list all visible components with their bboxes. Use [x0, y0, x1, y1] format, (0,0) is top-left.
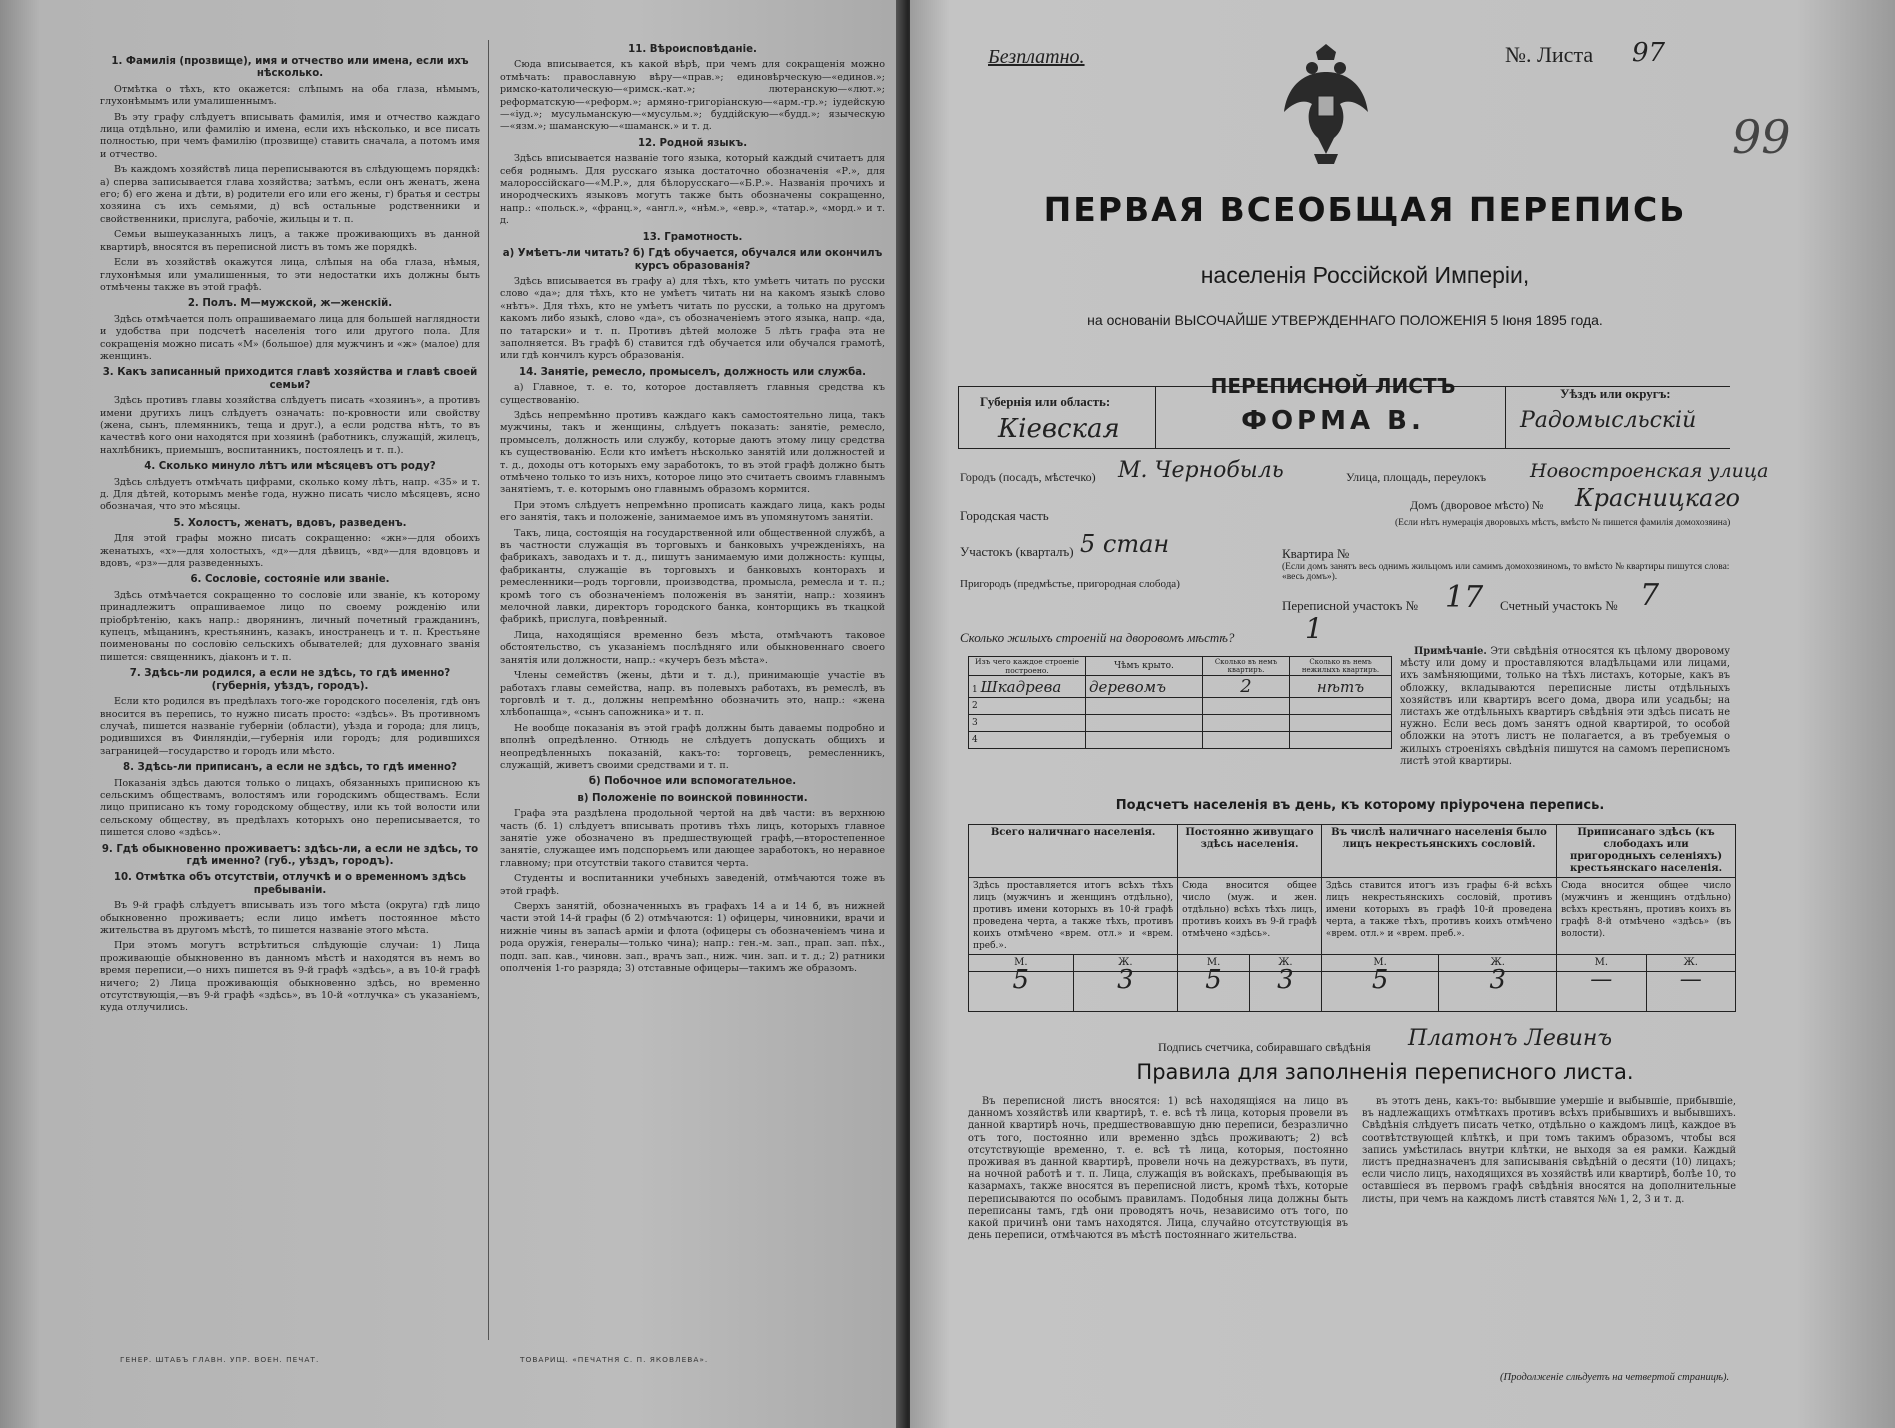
row-number: 3 — [969, 715, 1086, 732]
instruction-paragraph: Если въ хозяйствѣ окажутся лица, слѣпыя на оба глаза, нѣмыя, глухонѣмыя или умалишенныя, то эти недостатки ихъ должны быть отмѣчены также въ этой графѣ. — [100, 257, 480, 293]
instruction-paragraph: Здѣсь отмѣчается сокращенно то сословіе или званіе, къ которому принадлежитъ опрашиваемое лицо по своему рожденію или пріобрѣтенію, какъ напр.: дворянинъ, личный почетный гражданинъ, купецъ, мѣщанинъ, крестьянинъ, казакъ, иностранецъ и т. п. Крестьяне поименованы по сословію сельскихъ обывателей; для духовнаго званія пишется: священникъ, діаконъ и т. п. — [100, 589, 480, 663]
uezd-label: Уѣздъ или округъ: — [1560, 386, 1671, 401]
pop-peasant-male: — — [1557, 972, 1646, 1012]
pop-resident-male: 5 — [1178, 972, 1250, 1012]
header-box-divider-1 — [1155, 386, 1156, 448]
instruction-heading: 5. Холостъ, женатъ, вдовъ, разведенъ. — [173, 517, 407, 529]
buildings-table — [968, 656, 1392, 749]
instruction-heading: 6. Сословіе, состояніе или званіе. — [190, 574, 390, 586]
instruction-heading: 4. Сколько минуло лѣтъ или мѣсяцевъ отъ роду? — [144, 461, 436, 473]
rules-text-1: Въ переписной листъ вносятся: 1) всѣ находящіяся на лицо въ данномъ хозяйствѣ или квартирѣ, т. е. всѣ тѣ лица, которыя провели въ данной квартирѣ ночь, предшествовавшую дню переписи, безразлично отъ того, постоянно или временно здѣсь проживаютъ; 2) всѣ отсутствующіе временно, т. е. всѣ тѣ лица, которыя, постоянно проживая въ данной квартирѣ, провели ночь на дежурствахъ, въ пути, на ночной работѣ и т. п. Лица, служащія въ войскахъ, пребывающія въ казармахъ, также вносятся въ переписной листъ, кромѣ тѣхъ, которые переписываются по особымъ правиламъ. Подобныя лица должны быть переписаны тамъ, гдѣ они проводятъ ночь, независимо отъ того, по какой причинѣ они тамъ находятся. Лица, случайно отсутствующія въ день переписи, отмѣчаются въ мѣстѣ постояннаго жительства. — [968, 1096, 1348, 1242]
instruction-paragraph: Графа эта раздѣлена продольной чертой на двѣ части: въ верхнюю часть (б. 1) слѣдуетъ вписывать противъ тѣхъ лицъ, которыхъ главное занятіе уже обозначено въ предшествующей графѣ,—второстепенное занятіе, служащее имъ подспорьемъ или дающее заработокъ, но неравное главному; при отсутствіи такого ставится черта. — [500, 808, 885, 869]
female-label: Ж. — [1073, 955, 1178, 972]
bld-material-value: Шкадрева — [980, 677, 1062, 696]
form-title: ПЕРЕПИСНОЙ ЛИСТЪ — [1210, 374, 1456, 398]
signature-label: Подпись счетчика, собиравшаго свѣдѣнія — [1158, 1040, 1371, 1054]
pop-header-present: Всего наличнаго населенія. — [969, 825, 1178, 878]
instructions-column-2 — [500, 40, 885, 1340]
instruction-paragraph: Здѣсь отмѣчается полъ опрашиваемаго лица для большей наглядности и удобства при подсчетѣ населенія того или другого пола. Для сокращенія можно писать «М» (большое) для мужчинъ и «ж» (малое) для женщинъ. — [100, 313, 480, 362]
instruction-heading: 12. Родной языкъ. — [637, 137, 748, 149]
bld-roof-value: деревомъ — [1086, 676, 1203, 698]
house-note: (Если нѣтъ нумерація дворовыхъ мѣстъ, вмѣсто № пишется фамилія домохозяина) — [1395, 518, 1731, 528]
sheet-number-label: №. Листа — [1505, 42, 1594, 67]
header-box-left — [958, 386, 959, 448]
instruction-paragraph: Сверхъ занятій, обозначенныхъ въ графахъ 14 а и 14 б, въ нижней части этой 14-й графы (б 2) отмѣчаются: 1) офицеры, чиновники, врачи и нижніе чины въ запасѣ арміи и флота (офицеры съ обозначеніемъ чина и рода оружія, генералы—только чина); напр.: ген.-м. зап., прап. зап. пѣх., подп. зап. кав., чиновн. зап., врачъ зап., ниж. чин. зап. и т. д.; 2) ратники ополченія 1-го разряда; 3) отставные офицеры—такимъ же образомъ. — [500, 901, 885, 975]
instruction-heading: 7. Здѣсь-ли родился, а если не здѣсь, то гдѣ именно? (губернія, уѣздъ, городъ). — [129, 668, 451, 692]
instruction-heading: 1. Фамилія (прозвище), имя и отчество или имена, если ихъ нѣсколько. — [111, 56, 469, 80]
instruction-paragraph: Въ эту графу слѣдуетъ вписывать фамилія, имя и отчество каждаго лица отдѣльно, или фамилію и имена, если ихъ нѣсколько, и все писать полностью, при чемъ фамилію (прозвище) ставить сначала, а потомъ имя и отчество. — [100, 111, 480, 160]
instruction-heading: 10. Отмѣтка объ отсутствіи, отлучкѣ и о временномъ здѣсь пребываніи. — [113, 872, 467, 896]
instruction-paragraph: Здѣсь вписывается названіе того языка, который каждый считаетъ для себя роднымъ. Для русскаго языка достаточно обозначенія «Р.», для малороссійскаго—«М.Р.», для бѣлорусскаго—«Б.Р.». Названія прочихъ и инородческихъ языковъ могутъ также быть обозначены сокращенно, напр.: «польск.», «франц.», «англ.», «нѣм.», «евр.», «татар.», «морд.» и т. д. — [500, 153, 885, 227]
male-label: М. — [1321, 955, 1439, 972]
street-label: Улица, площадь, переулокъ — [1346, 470, 1487, 484]
female-label: Ж. — [1646, 955, 1736, 972]
rules-title: Правила для заполненія переписного листа. — [1136, 1060, 1634, 1084]
population-table — [968, 824, 1736, 1012]
pop-peasant-female: — — [1646, 972, 1736, 1012]
male-label: М. — [969, 955, 1074, 972]
bld-header-apartments: Сколько въ немъ квартиръ. — [1203, 657, 1290, 676]
instruction-paragraph: При этомъ слѣдуетъ непремѣнно прописать каждаго лица, какъ роды его занятія, такъ и положеніе, занимаемое имъ въ упомянутомъ занятіи. — [500, 499, 885, 524]
double-headed-eagle-emblem — [1278, 42, 1374, 166]
document-title: ПЕРВАЯ ВСЕОБЩАЯ ПЕРЕПИСЬ — [1043, 190, 1687, 229]
apartment-note: (Если домъ занятъ весь однимъ жильцомъ или самимъ домохозяиномъ, то вмѣсто № квартиры пишутся слова: «весь домъ»). — [1282, 562, 1730, 582]
gubernia-label: Губернія или область: — [980, 394, 1111, 409]
instruction-paragraph: Здѣсь противъ главы хозяйства слѣдуетъ писать «хозяинъ», а противъ имени другихъ лицъ слѣдуетъ означать: по-кровности или свойству (жена, сынъ, племянникъ, теща и друг.), а если родства нѣтъ, то въ качествѣ кого они находятся при хозяинѣ (работникъ, служащій, жилецъ, нахлѣбникъ, приемышъ, воспитанникъ, постоялецъ и т. п.). — [100, 395, 480, 456]
counting-section-value: 7 — [1640, 578, 1660, 613]
pop-desc-non-peasant: Здѣсь ставится итогъ изъ графы 6-й всѣхъ лицъ некрестьянскихъ сословій, противъ имени которыхъ въ графѣ 10-й проведена черта, а также тѣхъ, противъ коихъ отмѣчено «врем. отл.» и «врем. преб.». — [1321, 878, 1556, 955]
legal-basis: на основаніи ВЫСОЧАЙШЕ УТВЕРЖДЕННАГО ПОЛОЖЕНІЯ 5 Іюня 1895 года. — [1087, 312, 1603, 328]
printer-footer-right: ТОВАРИЩ. «ПЕЧАТНЯ С. П. ЯКОВЛЕВА». — [520, 1355, 709, 1364]
document-subtitle: населенія Россійской Имперіи, — [1200, 262, 1530, 288]
bld-header-roof: Чѣмъ крыто. — [1086, 657, 1203, 676]
census-section-value: 17 — [1445, 580, 1484, 615]
printer-footer-left: ГЕНЕР. ШТАБЪ ГЛАВН. УПР. ВОЕН. ПЕЧАТ. — [120, 1355, 320, 1364]
table-row — [969, 698, 1392, 715]
table-row — [969, 676, 1392, 698]
empty-cell — [1086, 732, 1203, 749]
form-subtitle: ФОРМА В. — [1241, 406, 1425, 436]
empty-cell — [1086, 698, 1203, 715]
sheet-number-value: 97 — [1632, 38, 1666, 68]
table-row — [969, 732, 1392, 749]
free-label: Безплатно. — [988, 46, 1085, 68]
instruction-paragraph: Показанія здѣсь даются только о лицахъ, обязанныхъ приписною къ сельскимъ обществамъ, волостямъ или городскимъ обществамъ. Если лицо приписано къ тому городскому обществу, или къ той волости или сельскому обществу, въ предѣлахъ которыхъ оно переписывается, то пишется слово «здѣсь». — [100, 777, 480, 839]
instruction-paragraph: Студенты и воспитанники учебныхъ заведеній, отмѣчаются тоже въ этой графѣ. — [500, 873, 885, 897]
instruction-paragraph: Семьи вышеуказанныхъ лицъ, а также проживающихъ въ данной квартирѣ, вносятся въ переписной листъ въ томъ же порядкѣ. — [100, 229, 480, 253]
instructions-column-1 — [100, 52, 480, 1342]
instruction-paragraph: Отмѣтка о тѣхъ, кто окажется: слѣпымъ на оба глаза, нѣмымъ, глухонѣмымъ или умалишеннымъ. — [100, 83, 480, 108]
instruction-paragraph: Здѣсь вписывается въ графу а) для тѣхъ, кто умѣетъ читать по русски слово «да»; для тѣхъ, кто не умѣетъ читать ни на какомъ языкѣ слово «нѣтъ». Для тѣхъ, кто не умѣетъ читать по русски, а только на другомъ какомъ либо языкѣ, слово «да», съ обозначеніемъ этого языка, напр. «да, по татарски» и т. п. Противъ дѣтей моложе 5 лѣтъ графа эта не заполняется. Въ графѣ б) ставится гдѣ обучается или обучался грамотѣ, или гдѣ кончилъ курсъ образованія. — [500, 275, 885, 362]
pop-present-female: 3 — [1073, 972, 1178, 1012]
row-number: 4 — [969, 732, 1086, 749]
bld-vacant-value: нѣтъ — [1290, 676, 1392, 698]
empty-cell — [1203, 715, 1290, 732]
section-label: Участокъ (кварталъ) — [960, 544, 1074, 559]
female-label: Ж. — [1439, 955, 1557, 972]
section-value: 5 стан — [1080, 530, 1170, 558]
pop-desc-resident: Сюда вносится общее число (муж. и жен. отдѣльно) всѣхъ тѣхъ лицъ, противъ коихъ въ 9-й графѣ отмѣчено «здѣсь». — [1178, 878, 1322, 955]
empty-cell — [1290, 732, 1392, 749]
bld-header-vacant: Сколько въ немъ нежилыхъ квартиръ. — [1290, 657, 1392, 676]
uezd-value: Радомысльскій — [1520, 408, 1697, 433]
row-number: 1 — [972, 684, 978, 695]
instruction-heading: в) Положеніе по воинской повинности. — [577, 792, 808, 804]
pop-present-male: 5 — [969, 972, 1074, 1012]
gubernia-value: Кіевская — [998, 414, 1120, 444]
pop-resident-female: 3 — [1249, 972, 1321, 1012]
female-label: Ж. — [1249, 955, 1321, 972]
empty-cell — [1290, 715, 1392, 732]
instruction-paragraph: Члены семействъ (жены, дѣти и т. д.), принимающіе участіе въ работахъ главы семейства, напр. въ полевыхъ работахъ, въ ремеслѣ, въ торговлѣ и т. д., должны непремѣнно обозначить это, напр.: «жена хлѣбопашца», «сынъ сапожника» и т. п. — [500, 670, 885, 719]
counting-section-label: Счетный участокъ № — [1500, 598, 1618, 613]
left-page — [0, 0, 905, 1428]
instruction-paragraph: Такъ, лица, состоящія на государственной или общественной службѣ, а въ частности служащія въ торговыхъ и банковыхъ учрежденіяхъ, на фабрикахъ, заводахъ и т. д., пишутъ занимаемую ими должность: купцы, фабриканты, служащіе въ торговыхъ и банковыхъ конторахъ и ремесленники—родъ торговли, производства, промысла, ремесла и т. п.; кромѣ того съ обозначеніемъ положенія въ занятіи, напр.: хозяинъ мелочной лавки, директоръ городского банка, конторщикъ въ ткацкой фабрикѣ, прислуга, повѣренный. — [500, 527, 885, 626]
pop-nonpeasant-female: 3 — [1439, 972, 1557, 1012]
city-part-label: Городская часть — [960, 508, 1049, 523]
buildings-note — [1400, 646, 1730, 768]
instruction-heading: 2. Полъ. М—мужской, ж—женскій. — [187, 298, 393, 310]
instruction-paragraph: Если кто родился въ предѣлахъ того-же городского поселенія, гдѣ онъ вносится въ перепись, то нужно писать просто: «здѣсь». Въ противномъ случаѣ, пишется названіе губерніи (области), уѣзда и города; для лицъ, родившихся въ Финляндіи,—губернія или городъ; для родившихся заграницей—государство и городъ или мѣсто. — [100, 696, 480, 757]
instruction-heading: 13. Грамотность. — [642, 231, 743, 243]
note-title: Примѣчаніе. — [1414, 646, 1487, 657]
instruction-paragraph: Здѣсь слѣдуетъ отмѣчать цифрами, сколько кому лѣтъ, напр. «35» и т. д. Для дѣтей, которымъ менѣе года, нужно писать число мѣсяцевъ, ясно обозначая, что это мѣсяцы. — [100, 476, 480, 513]
pop-desc-present: Здѣсь проставляется итогъ всѣхъ тѣхъ лицъ (мужчинъ и женщинъ отдѣльно), противъ имени которыхъ въ 10-й графѣ проведена черта, а также тѣхъ, противъ коихъ отмѣчено «врем. отл.» и «врем. преб.». — [969, 878, 1178, 955]
city-label: Городъ (посадъ, мѣстечко) — [960, 470, 1096, 484]
street-value: Новостроенская улица — [1530, 460, 1769, 482]
instruction-paragraph: а) Главное, т. е. то, которое доставляетъ главныя средства къ существованію. — [500, 382, 885, 406]
instruction-heading: 3. Какъ записанный приходится главѣ хозяйства и главѣ своей семьи? — [102, 367, 478, 391]
pop-header-non-peasant: Въ числѣ наличнаго населенія было лицъ некрестьянскихъ сословій. — [1321, 825, 1556, 878]
instruction-paragraph: При этомъ могутъ встрѣтиться слѣдующіе случаи: 1) Лица проживающіе обыкновенно въ данномъ мѣстѣ и находятся въ немъ во время переписи,—о нихъ пишется въ 9-й графѣ «здѣсь», а въ 10-й графѣ ничего; 2) Лица проживающія обыкновенно здѣсь, но временно отсутствующія,—въ 9-й графѣ «здѣсь», въ 10-й «отлучка» съ указаніемъ, куда отлучились. — [100, 940, 480, 1014]
census-section-label: Переписной участокъ № — [1282, 598, 1419, 613]
bld-cell-material — [969, 676, 1086, 698]
instruction-heading: 11. Вѣроисповѣданіе. — [628, 44, 757, 55]
rules-text-2: въ этотъ день, какъ-то: выбывшие умершіе и выбывшіе, прибывшіе, въ надлежащихъ отмѣткахъ противъ всѣхъ прибывшихъ и выбывшихъ. Свѣдѣнія слѣдуетъ писать четко, отдѣльно о каждомъ лицѣ, каждое въ соотвѣтствующей клѣткѣ, и при томъ такимъ образомъ, чтобы вся запись умѣстилась внутри клѣтки, не выходя за ея рамки. Каждый листъ предназначенъ для записыванія свѣдѣній о десяти (10) лицахъ; если число лицъ, находящихся въ хозяйствѣ или квартирѣ, болѣе 10, то оставшіеся въ первомъ графѣ свѣдѣнія вносятся на дополнительные листы, при чемъ на каждомъ листѣ ставятся №№ 1, 2, 3 и т. д. — [1362, 1096, 1736, 1205]
instruction-paragraph: Въ 9-й графѣ слѣдуетъ вписывать изъ того мѣста (округа) гдѣ лицо обыкновенно проживаетъ; если лицо имѣетъ постоянное мѣсто жительства въ другомъ мѣстѣ, то пишется названіе этого мѣста. — [100, 900, 480, 936]
empty-cell — [1203, 698, 1290, 715]
apartment-label: Квартира № — [1282, 546, 1350, 561]
column-divider — [488, 40, 489, 1340]
instruction-paragraph: Для этой графы можно писать сокращенно: «жн»—для обоихъ женатыхъ, «х»—для холостыхъ, «д»—для дѣвицъ, «вд»—для вдовцовъ и вдовъ, «рз»—для разведенныхъ. — [100, 533, 480, 570]
male-label: М. — [1557, 955, 1646, 972]
header-box-divider-2 — [1505, 386, 1506, 448]
instruction-heading: а) Умѣетъ-ли читать? б) Гдѣ обучается, обучался или окончилъ курсъ образованія? — [502, 248, 883, 272]
male-label: М. — [1178, 955, 1250, 972]
instruction-paragraph: Лица, находящіяся временно безъ мѣста, отмѣчаютъ таковое обстоятельство, съ указаніемъ послѣдняго или обыкновеннаго своего занятія или должности, напр.: «кучеръ безъ мѣста». — [500, 629, 885, 666]
rules-column-1 — [968, 1096, 1348, 1386]
city-value: М. Чернобыль — [1118, 458, 1284, 483]
instruction-heading: 8. Здѣсь-ли приписанъ, а если не здѣсь, то гдѣ именно? — [123, 762, 457, 774]
buildings-count-value: 1 — [1305, 612, 1323, 645]
instruction-heading: б) Побочное или вспомогательное. — [588, 776, 797, 788]
instruction-paragraph: Въ каждомъ хозяйствѣ лица переписываются въ слѣдующемъ порядкѣ: а) сперва записывается глава хозяйства; затѣмъ, если онъ женатъ, жена его; б) его жена и дѣти, в) родители его или его жены, г) братья и сестры хозяина съ ихъ семьями, д) всѣ остальные родственники и свойственники, прислуга, рабочіе, жильцы и т. п. — [100, 164, 480, 225]
note-text: Эти свѣдѣнія относятся къ цѣлому дворовому мѣсту или дому и проставляются владѣльцами или лицами, ихъ замѣняющими, только на тѣхъ листахъ, которые, какъ въ обложку, вкладываются переписные листы отдѣльныхъ хозяйствъ или квартиръ всего дома, двора или усадьбы; на листахъ же отдѣльныхъ квартиръ свѣдѣнія эти здѣсь писать не нужно. Если весь домъ занятъ одной квартирой, то особой обложки на этотъ листъ не полагается, а въ требуемыя о жилыхъ строеніяхъ свѣдѣнія пишутся на самомъ переписномъ листѣ этой квартиры. — [1400, 646, 1730, 767]
instruction-heading: 9. Гдѣ обыкновенно проживаетъ: здѣсь-ли, а если не здѣсь, то гдѣ именно? (губ., уѣздъ, городъ). — [101, 843, 479, 867]
empty-cell — [1290, 698, 1392, 715]
instruction-paragraph: Не вообще показанія въ этой графѣ должны быть даваемы подробно и вполнѣ опредѣленно. Отнюдь не слѣдуетъ допускать общихъ и неопредѣленныхъ показаній, какъ-то: торговецъ, ремесленникъ, служащій, живетъ своими средствами и т. п. — [500, 722, 885, 771]
house-label: Домъ (дворовое мѣсто) № — [1410, 498, 1544, 512]
empty-cell — [1086, 715, 1203, 732]
instruction-heading: 14. Занятіе, ремесло, промыселъ, должность или служба. — [519, 366, 866, 378]
pop-header-peasant: Приписанаго здѣсь (къ слободахъ или пригородныхъ селеніяхъ) крестьянскаго населенія. — [1557, 825, 1736, 878]
pop-nonpeasant-male: 5 — [1321, 972, 1439, 1012]
house-value: Красницкаго — [1575, 484, 1740, 512]
pop-header-resident: Постоянно живущаго здѣсь населенія. — [1178, 825, 1322, 878]
pencil-page-number: 99 — [1732, 110, 1791, 164]
pop-desc-peasant: Сюда вносится общее число (мужчинъ и женщинъ отдѣльно) всѣхъ крестьянъ, противъ коихъ въ графѣ 8-й отмѣчено «здѣсь» (въ волости). — [1557, 878, 1736, 955]
header-box-bottom — [958, 448, 1730, 449]
buildings-count-label: Сколько жилыхъ строеній на дворовомъ мѣстѣ? — [960, 630, 1235, 645]
suburb-label: Пригородъ (предмѣстье, пригородная слобода) — [960, 578, 1180, 590]
table-row — [969, 715, 1392, 732]
row-number: 2 — [969, 698, 1086, 715]
empty-cell — [1203, 732, 1290, 749]
bld-apartments-value: 2 — [1203, 676, 1290, 698]
bld-header-material: Изъ чего каждое строеніе построено. — [969, 657, 1086, 676]
rules-column-2 — [1362, 1096, 1736, 1358]
instruction-paragraph: Здѣсь непремѣнно противъ каждаго какъ самостоятельно лица, такъ мужчины, такъ и женщины, слѣдуетъ показать: занятіе, ремесло, промыселъ, должность или службу, которые даютъ этому лицу средства къ существованію. Если кто имѣетъ нѣсколько занятій или должностей и т. д., доходы отъ которыхъ ему заработокъ, то въ этой графѣ должно быть отмѣчено только то изъ нихъ, которое лицо это считаетъ своимъ главнымъ занятіемъ, т. е. которымъ оно главнымъ образомъ кормится. — [500, 409, 885, 496]
population-count-title: Подсчетъ населенія въ день, къ которому пріурочена перепись. — [1115, 798, 1605, 813]
instruction-paragraph: Сюда вписывается, къ какой вѣрѣ, при чемъ для сокращенія можно отмѣчать: православную вѣру—«прав.»; единовѣрческую—«единов.»; римско-католическую—«римск.-кат.»; лютеранскую—«лют.»; реформатскую—«реформ.»; армяно-григоріанскую—«арм.-гр.»; іудейскую—«іуд.»; мусульманскую—«мусульм.»; буддійскую—«будд.»; языческую—«язм.»; шаманскую—«шаманск.» и т. д. — [500, 59, 885, 133]
signature-value: Платонъ Левинъ — [1408, 1026, 1613, 1051]
rules-continued-note: (Продолженіе слѣдуетъ на четвертой страницѣ). — [1500, 1372, 1730, 1383]
